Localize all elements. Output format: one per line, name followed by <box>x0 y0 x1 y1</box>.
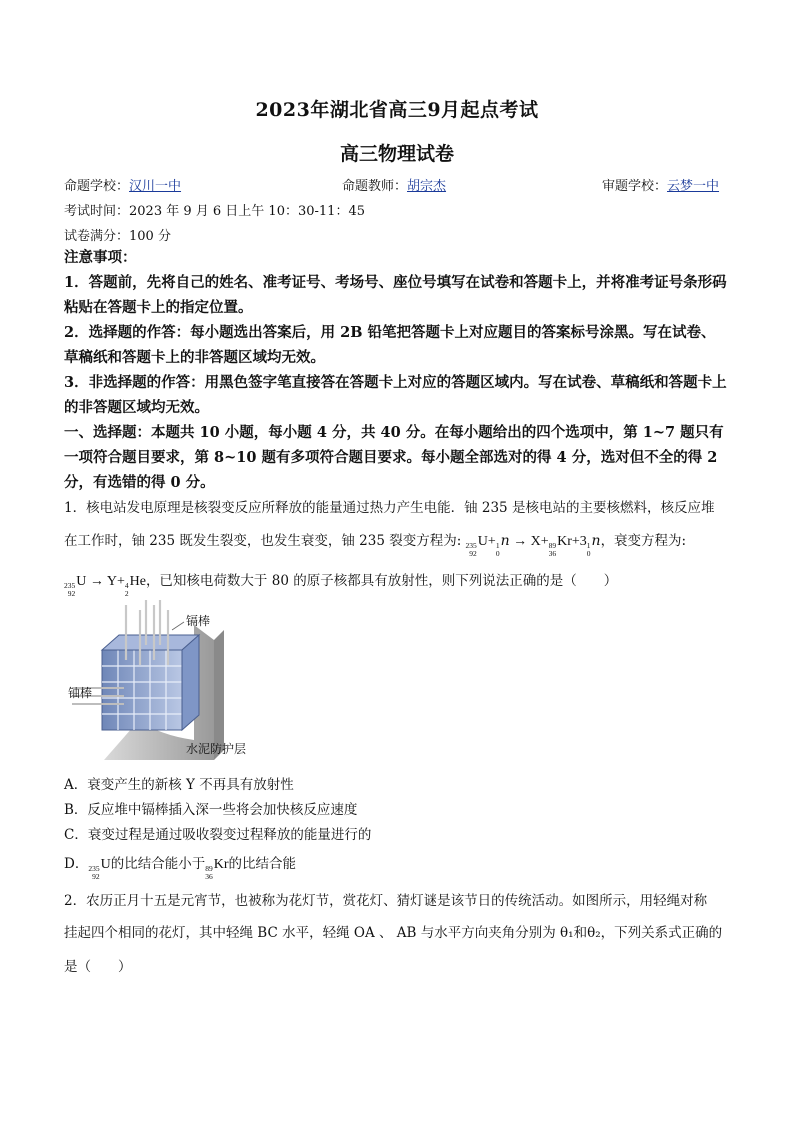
full-score: 试卷满分：100 分 <box>64 229 171 244</box>
notes-heading: 注意事项： <box>64 249 137 266</box>
q2-line-3: 是（ ） <box>64 959 132 975</box>
q1-option-c: C．衰变过程是通过吸收裂变过程释放的能量进行的 <box>64 827 372 843</box>
decay-equation: 235 92 U → Y+ 4 2 He <box>64 574 146 598</box>
cadmium-rod-label: 镉棒 <box>186 614 211 628</box>
school-line: 命题学校：汉川一中 <box>64 179 182 194</box>
note-3: 3．非选择题的作答：用黑色签字笔直接答在答题卡上对应的答题区域内。写在试卷、草稿纸和答题卡上的非答题区域均无效。 <box>64 374 727 416</box>
teacher-line: 命题教师：胡宗杰 <box>342 179 447 194</box>
q1-option-a: A．衰变产生的新核 Y 不再具有放射性 <box>64 777 294 793</box>
q1-line-3: 235 92 U → Y+ 4 2 He，已知核电荷数大于 80 的原子核都具有放射性，则下列说法正确的是（ ） <box>64 573 618 598</box>
exam-time: 考试时间：2023 年 9 月 6 日上午 10：30-11：45 <box>64 204 365 219</box>
note-1: 1．答题前，先将自己的姓名、准考证号、考场号、座位号填写在试卷和答题卡上，并将准考证号条形码粘贴在答题卡上的指定位置。 <box>64 274 727 316</box>
q2-line-2: 挂起四个相同的花灯，其中轻绳 BC 水平，轻绳 OA 、 AB 与水平方向夹角分别为 θ₁和θ₂，下列关系式正确的 <box>64 925 723 941</box>
uranium-rod-label: 铀棒 <box>68 686 93 700</box>
q1-option-b: B．反应堆中镉棒插入深一些将会加快核反应速度 <box>64 802 358 818</box>
q1-line-1: 1．核电站发电原理是核裂变反应所释放的能量通过热力产生电能．铀 235 是核电站的主要核燃料，核反应堆 <box>64 500 715 516</box>
note-2: 2．选择题的作答：每小题选出答案后，用 2B 铅笔把答题卡上对应题目的答案标号涂黑。写在试卷、草稿纸和答题卡上的非答题区域均无效。 <box>64 324 716 366</box>
fission-equation: 235 92 U+ 1 0 n → X+ 89 36 Kr+3 1 0 n <box>465 533 601 558</box>
section-1-instructions: 一、选择题：本题共 10 小题，每小题 4 分，共 40 分。在每小题给出的四个选项中，第 1~7 题只有一项符合题目要求，第 8~10 题有多项符合题目要求。每小题全部选对的得 4 分，选对但不全的得 2 分，有选错的得 0 分。 <box>64 424 724 491</box>
exam-subtitle: 高三物理试卷 <box>339 143 454 165</box>
q1-option-d: D． 235 92 U的比结合能小于 89 36 Kr的比结合能 <box>64 856 296 881</box>
review-line: 审题学校：云梦一中 <box>602 179 720 194</box>
q1-line-2: 在工作时，铀 235 既发生裂变，也发生衰变，铀 235 裂变方程为: 235 92 U+ 1 0 n → X+ 89 36 Kr+3 1 0 n，衰变方程为: <box>64 533 687 558</box>
concrete-layer-label: 水泥防护层 <box>186 742 247 756</box>
q2-line-1: 2．农历正月十五是元宵节，也被称为花灯节，赏花灯、猜灯谜是该节日的传统活动。如图所示，用轻绳对称 <box>64 893 708 909</box>
exam-title: 2023年湖北省高三9月起点考试 <box>255 99 539 121</box>
